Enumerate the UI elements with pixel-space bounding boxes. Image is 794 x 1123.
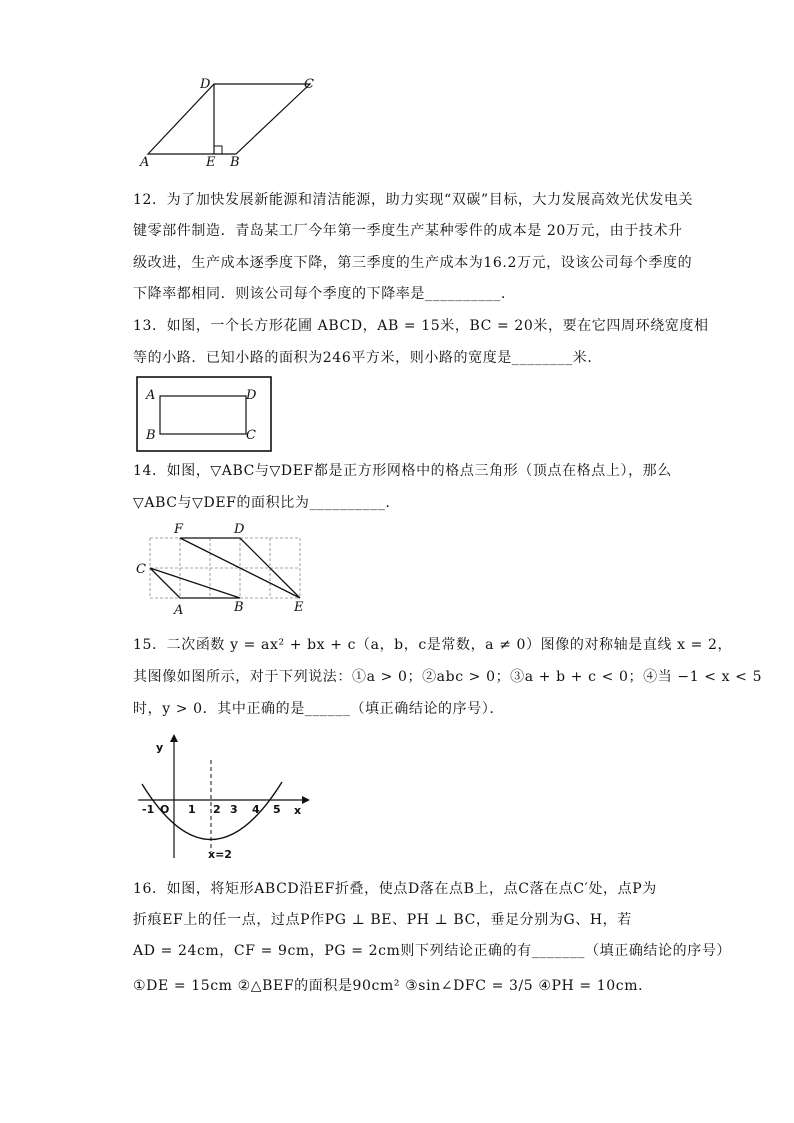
svg-text:A: A [146, 388, 156, 403]
svg-text:F: F [174, 522, 184, 537]
q12-line-1: 12．为了加快发展新能源和清洁能源，助力实现“双碳”目标，大力发展高效光伏发电关 [133, 192, 694, 208]
svg-text:x=2: x=2 [208, 848, 232, 861]
q16-line-1: 16．如图，将矩形ABCD沿EF折叠，使点D落在点B上，点C落在点C′处，点P为 [133, 881, 657, 897]
svg-text:D: D [234, 522, 245, 537]
svg-text:C: C [136, 562, 146, 577]
svg-text:4: 4 [252, 803, 260, 816]
svg-text:A: A [174, 603, 184, 618]
garden-rectangle-figure [136, 376, 272, 452]
svg-text:B: B [234, 600, 244, 615]
svg-text:D: D [246, 388, 257, 403]
svg-text:A: A [140, 155, 150, 170]
q13-line-2: 等的小路．已知小路的面积为246平方米，则小路的宽度是________米． [133, 350, 602, 366]
q16-line-2: 折痕EF上的任一点，过点P作PG ⊥ BE、PH ⊥ BC，垂足分别为G、H，若 [133, 912, 632, 928]
q14-line-2: ▽ABC与▽DEF的面积比为__________． [133, 495, 401, 511]
q12-line-3: 级改进，生产成本逐季度下降，第三季度的生产成本为16.2万元，设该公司每个季度的 [133, 255, 693, 271]
q12-line-4: 下降率都相同．则该公司每个季度的下降率是__________． [133, 286, 516, 302]
parallelogram-figure [138, 72, 328, 172]
svg-text:x: x [294, 804, 302, 817]
q16-line-4: ①DE = 15cm ②△BEF的面积是90cm² ③sin∠DFC = 3/5 ④PH = 10cm． [133, 978, 653, 994]
svg-text:E: E [294, 600, 304, 615]
q12-line-2: 键零部件制造．青岛某工厂今年第一季度生产某种零件的成本是 20万元，由于技术升 [133, 223, 683, 239]
q13-line-1: 13．如图，一个长方形花圃 ABCD，AB = 15米，BC = 20米，要在它四周环绕宽度相 [133, 318, 709, 334]
svg-text:O: O [160, 803, 170, 816]
svg-text:E: E [206, 155, 216, 170]
svg-text:B: B [146, 428, 156, 443]
q15-line-2: 其图像如图所示，对于下列说法：①a > 0；②abc > 0；③a + b + c < 0；④当 −1 < x < 5 [133, 669, 763, 685]
svg-text:3: 3 [230, 803, 238, 816]
svg-text:y: y [156, 741, 164, 754]
svg-text:C: C [304, 77, 314, 92]
grid-triangles-figure [134, 518, 314, 618]
svg-text:D: D [200, 77, 211, 92]
svg-text:2: 2 [213, 803, 221, 816]
q15-line-3: 时，y > 0．其中正确的是______（填正确结论的序号）． [133, 701, 505, 717]
q15-line-1: 15．二次函数 y = ax² + bx + c（a，b，c是常数，a ≠ 0）图像的对称轴是直线 x = 2， [133, 637, 733, 653]
svg-text:1: 1 [188, 803, 196, 816]
svg-text:-1: -1 [142, 803, 155, 816]
svg-text:C: C [246, 428, 256, 443]
parabola-graph-figure [136, 730, 316, 864]
q16-line-3: AD = 24cm，CF = 9cm，PG = 2cm则下列结论正确的有_______（填正确结论的序号） [133, 943, 732, 959]
svg-text:5: 5 [273, 803, 281, 816]
svg-text:B: B [230, 155, 240, 170]
q14-line-1: 14．如图，▽ABC与▽DEF都是正方形网格中的格点三角形（顶点在格点上），那么 [133, 463, 672, 479]
